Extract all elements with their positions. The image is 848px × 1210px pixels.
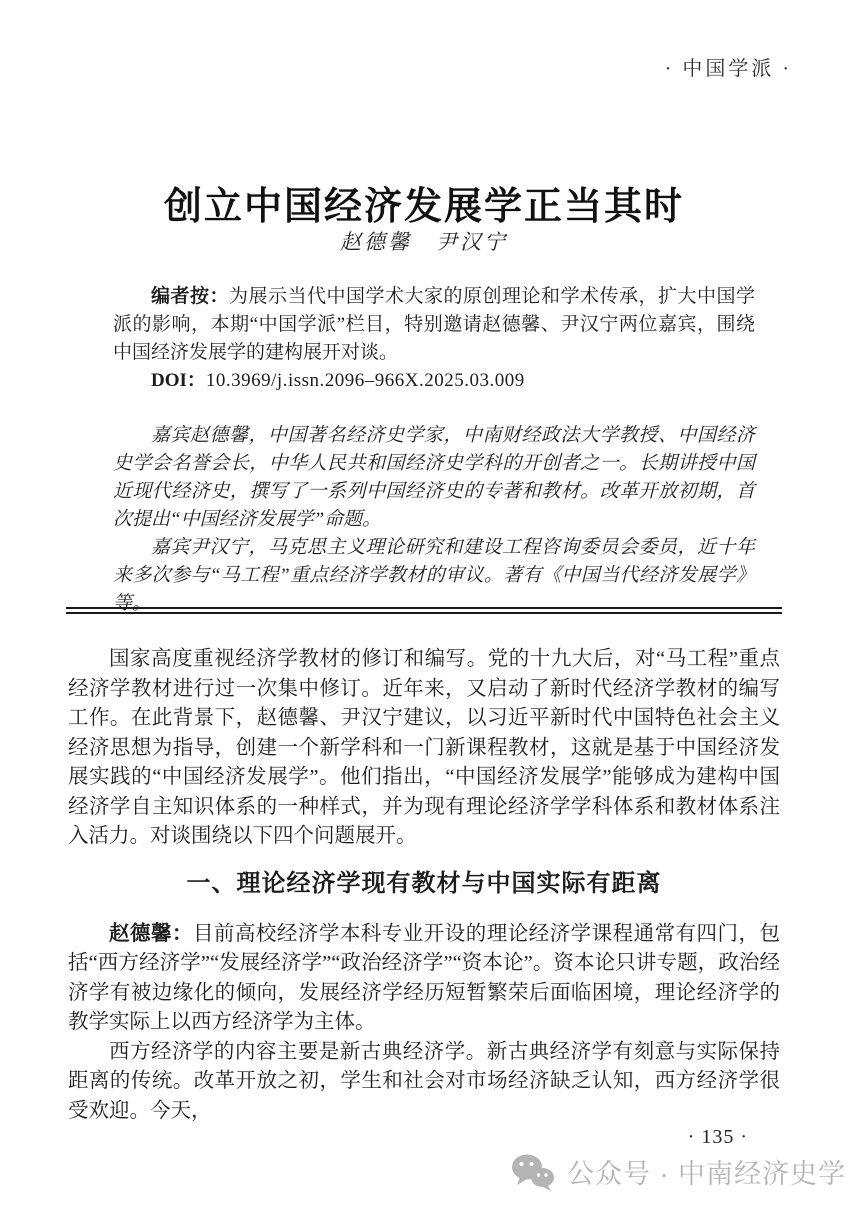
doi-label: DOI： <box>151 370 206 391</box>
footer-watermark-text: 公众号 · 中南经济史学 <box>567 1159 846 1189</box>
article-title: 创立中国经济发展学正当其时 <box>163 186 684 229</box>
footer-watermark <box>511 1152 846 1191</box>
editor-note <box>113 283 755 367</box>
intro-paragraph: 国家高度重视经济学教材的修订和编写。党的十九大后，对“马工程”重点经济学教材进行过一次集中修订。近年来，又启动了新时代经济学教材的编写工作。在此背景下，赵德馨、尹汉宁建议，以习近平新时代中国特色社会主义经济思想为指导，创建一个新学科和一门新课程教材，这就是基于中国经济发展实践的“中国经济发展学”。他们指出，“中国经济发展学”能够成为建构中国经济学自主知识体系的一种样式，并为现有理论经济学学科体系和教材体系注入活力。对谈围绕以下四个问题展开。 <box>68 648 780 847</box>
intro-block <box>113 283 755 618</box>
speaker-name-label: 赵德馨： <box>109 922 193 945</box>
speaker-text: 目前高校经济学本科专业开设的理论经济学课程通常有四门，包括“西方经济学”“发展经济学”“政治经济学”“资本论”。资本论只讲专题，政治经济学有被边缘化的倾向，发展经济学经历短暂繁荣后面临困境，理论经济学的教学实际上以西方经济学为主体。 <box>68 922 781 1033</box>
doi-line <box>113 367 755 395</box>
article-body <box>68 645 780 1126</box>
guest-bio-yin: 嘉宾尹汉宁，马克思主义理论研究和建设工程咨询委员会委员，近十年来多次参与“马工程”重点经济学教材的审议。著有《中国当代经济发展学》等。 <box>113 537 755 614</box>
wechat-icon <box>511 1153 555 1191</box>
speaker-paragraph <box>68 920 780 1038</box>
doi-value: 10.3969/j.issn.2096–966X.2025.03.009 <box>205 370 525 391</box>
author-names: 赵德馨 尹汉宁 <box>340 230 508 254</box>
page-number: · 135 · <box>687 1126 748 1148</box>
section-divider-rule <box>66 607 782 614</box>
closing-paragraph: 西方经济学的内容主要是新古典经济学。新古典经济学有刻意与实际保持距离的传统。改革开放之初，学生和社会对市场经济缺乏认知，西方经济学很受欢迎。今天， <box>68 1040 780 1122</box>
guest-bio-zhao: 嘉宾赵德馨，中国著名经济史学家，中南财经政法大学教授、中国经济史学会名誉会长，中华人民共和国经济史学科的开创者之一。长期讲授中国近现代经济史，撰写了一系列中国经济史的专著和教材。改革开放初期，首次提出“中国经济发展学”命题。 <box>113 425 755 530</box>
editor-note-label: 编者按： <box>151 286 229 307</box>
section-heading: 一、理论经济学现有教材与中国实际有距离 <box>186 870 662 897</box>
column-header: · 中国学派 · <box>664 58 792 80</box>
guest-bios <box>113 422 755 618</box>
editor-note-text: 为展示当代中国学术大家的原创理论和学术传承，扩大中国学派的影响，本期“中国学派”栏目，特别邀请赵德馨、尹汉宁两位嘉宾，围绕中国经济发展学的建构展开对谈。 <box>113 286 755 363</box>
